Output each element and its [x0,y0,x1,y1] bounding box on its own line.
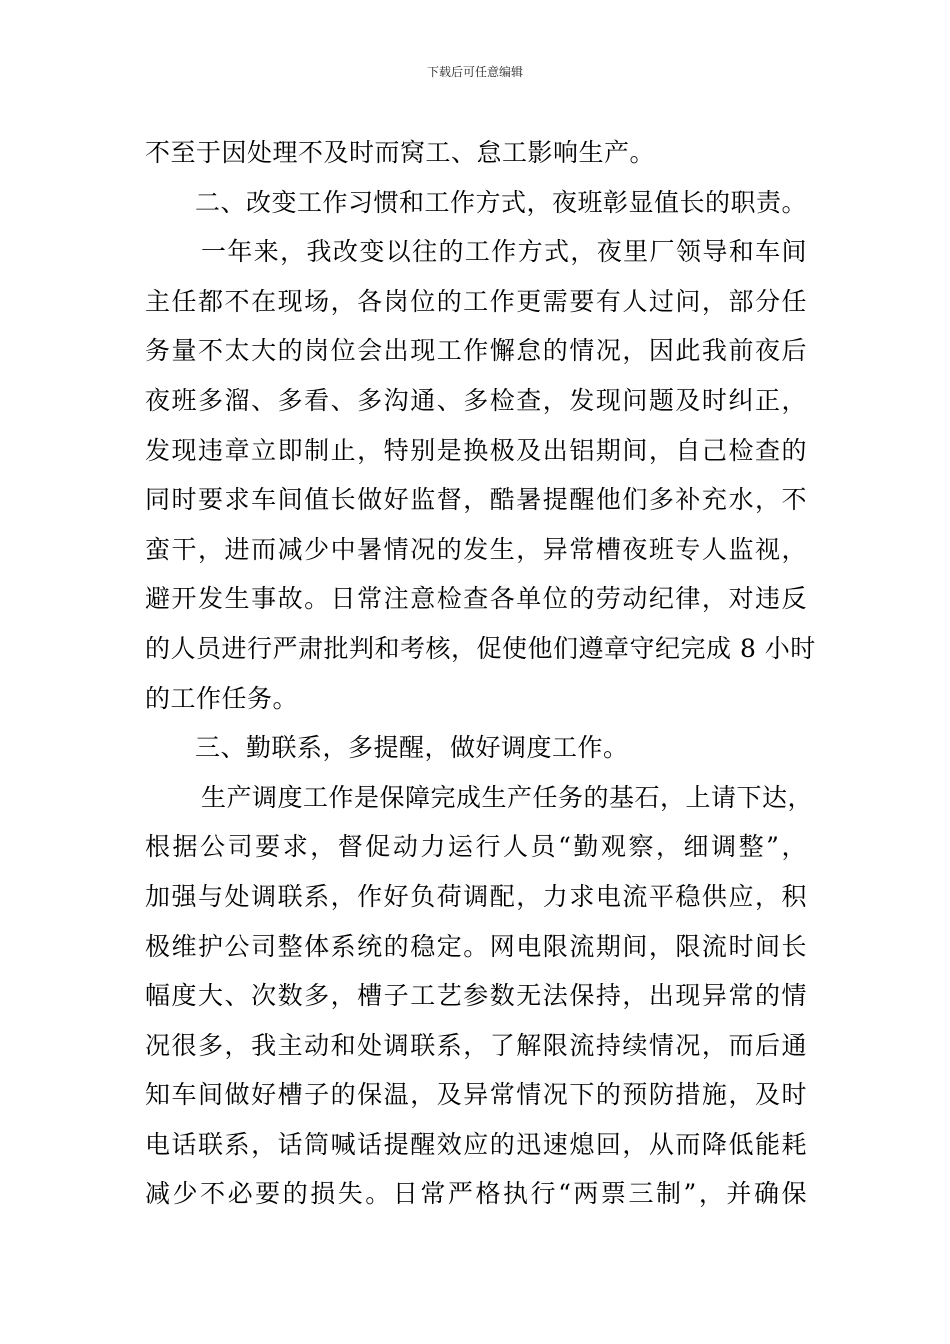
text-line: 减少不必要的损失。日常严格执行“两票三制”，并确保 [145,1179,807,1209]
text-line: 务量不太大的岗位会出现工作懈怠的情况，因此我前夜后 [145,336,807,366]
text-line: 夜班多溜、多看、多沟通、多检查，发现问题及时纠正， [145,385,807,415]
text-line: 的人员进行严肃批判和考核，促使他们遵章守纪完成 8 小时 [145,633,816,663]
text-line: 电话联系，话筒喊话提醒效应的迅速熄回，从而降低能耗 [145,1129,807,1159]
text-line: 二、改变工作习惯和工作方式，夜班彰显值长的职责。 [195,187,808,217]
text-line: 同时要求车间值长做好监督，酷暑提醒他们多补充水，不 [145,485,807,515]
text-line: 发现违章立即制止，特别是换极及出铝期间，自己检查的 [145,435,807,465]
text-line: 的工作任务。 [145,683,299,713]
text-line: 主任都不在现场，各岗位的工作更需要有人过问，部分任 [145,286,807,316]
text-line: 避开发生事故。日常注意检查各单位的劳动纪律，对违反 [145,584,807,614]
text-line: 幅度大、次数多，槽子工艺参数无法保持，出现异常的情 [145,981,807,1011]
text-line: 三、勤联系，多提醒，做好调度工作。 [195,733,629,763]
text-line: 加强与处调联系，作好负荷调配，力求电流平稳供应，积 [145,881,807,911]
text-line: 生产调度工作是保障完成生产任务的基石，上请下达， [201,782,814,812]
text-line: 知车间做好槽子的保温，及异常情况下的预防措施，及时 [145,1080,807,1110]
text-line: 根据公司要求，督促动力运行人员“勤观察，细调整”， [145,832,807,862]
text-line: 极维护公司整体系统的稳定。网电限流期间，限流时间长 [145,931,807,961]
text-line: 一年来，我改变以往的工作方式，夜里厂领导和车间 [201,237,807,267]
text-line: 况很多，我主动和处调联系，了解限流持续情况，而后通 [145,1030,807,1060]
text-line: 不至于因处理不及时而窝工、怠工影响生产。 [145,138,656,167]
page-header: 下载后可任意编辑 [426,65,523,79]
text-line: 蛮干，进而减少中暑情况的发生，异常槽夜班专人监视， [145,534,807,564]
document-body [145,128,816,1219]
